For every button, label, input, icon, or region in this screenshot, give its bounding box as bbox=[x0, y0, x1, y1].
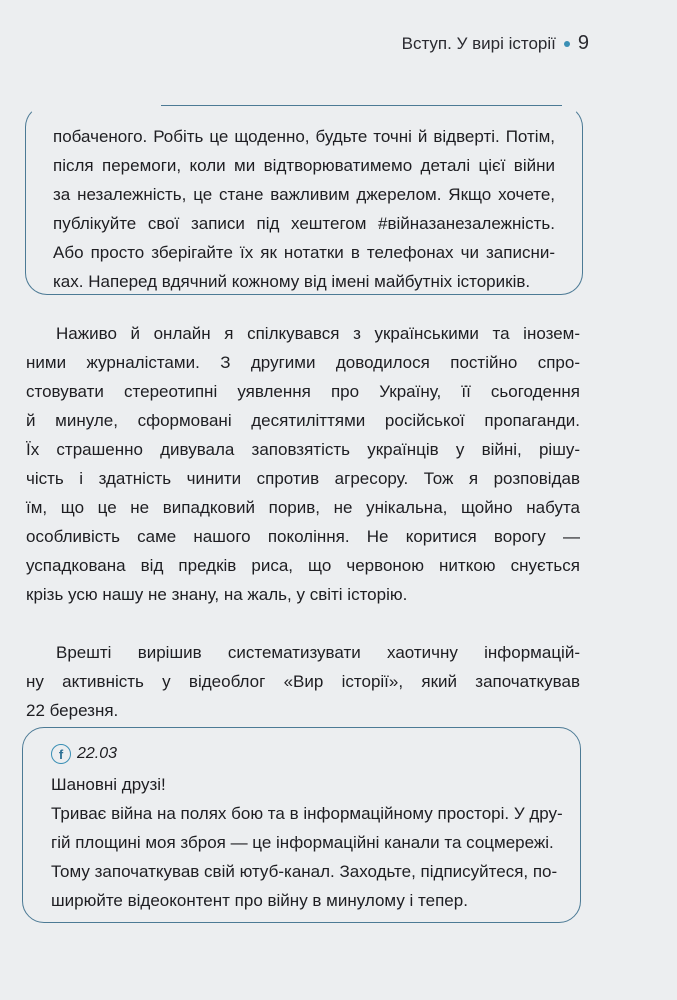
text-line: особливість саме нашого покоління. Не коритися ворогу — bbox=[26, 527, 580, 546]
text-line: побаченого. Робіть це щоденно, будьте точні й відверті. Потім, bbox=[53, 127, 555, 146]
facebook-icon: f bbox=[51, 744, 71, 764]
text-line: ними журналістами. З другими доводилося постійно спро- bbox=[26, 353, 580, 372]
paragraph bbox=[26, 638, 580, 725]
page-number: 9 bbox=[577, 32, 589, 54]
quote-box-continued bbox=[25, 105, 583, 295]
text-line: ширюйте відеоконтент про війну в минулому і тепер. bbox=[51, 891, 468, 910]
text-line: за незалежність, це стане важливим джерелом. Якщо хочете, bbox=[53, 185, 555, 204]
text-line: після перемоги, коли ми відтворюватимемо деталі цієї війни bbox=[53, 156, 555, 175]
post-date: 22.03 bbox=[77, 745, 118, 762]
text-line: їм, що це не випадковий порив, не унікальна, щойно набута bbox=[26, 498, 580, 517]
text-line: гій площині моя зброя — це інформаційні канали та соцмережі. bbox=[51, 833, 554, 852]
box-top-border bbox=[161, 105, 562, 106]
text-line: Наживо й онлайн я спілкувався з українськими та інозем- bbox=[56, 324, 580, 343]
facebook-post-box bbox=[22, 727, 581, 923]
text-line: Або просто зберігайте їх як нотатки в телефонах чи записни- bbox=[53, 243, 555, 262]
text-line: Врешті вирішив систематизувати хаотичну інформацій- bbox=[56, 643, 580, 662]
text-line: успадкована від предків риса, що червоною ниткою снується bbox=[26, 556, 580, 575]
body-text bbox=[26, 319, 580, 754]
bullet-dot bbox=[564, 41, 570, 47]
text-line: Їх страшенно дивувала заповзятість українців у війні, рішу- bbox=[26, 440, 580, 459]
text-line: стовувати стереотипні уявлення про Україну, її сьогодення bbox=[26, 382, 580, 401]
post-greeting: Шановні друзі! bbox=[51, 775, 166, 794]
text-line: 22 березня. bbox=[26, 701, 119, 720]
paragraph bbox=[26, 319, 580, 609]
text-line: ну активність у відеоблог «Вир історії», який започаткував bbox=[26, 672, 580, 691]
running-header bbox=[402, 32, 589, 55]
text-line: Триває війна на полях бою та в інформаційному просторі. У дру- bbox=[51, 804, 563, 823]
text-line: чість і здатність чинити спротив агресору. Тож я розповідав bbox=[26, 469, 580, 488]
text-line: ках. Наперед вдячний кожному від імені майбутніх істориків. bbox=[53, 272, 531, 291]
text-line: крізь усю нашу не знану, на жаль, у світі історію. bbox=[26, 585, 408, 604]
text-line: Тому започаткував свій ютуб-канал. Заходьте, підписуйтеся, по- bbox=[51, 862, 558, 881]
text-line: й минуле, сформовані десятиліттями російської пропаганди. bbox=[26, 411, 580, 430]
post-header bbox=[51, 738, 550, 770]
text-line: публікуйте свої записи під хештегом #війназанезалежність. bbox=[53, 214, 555, 233]
chapter-title: Вступ. У вирі історії bbox=[401, 33, 556, 53]
